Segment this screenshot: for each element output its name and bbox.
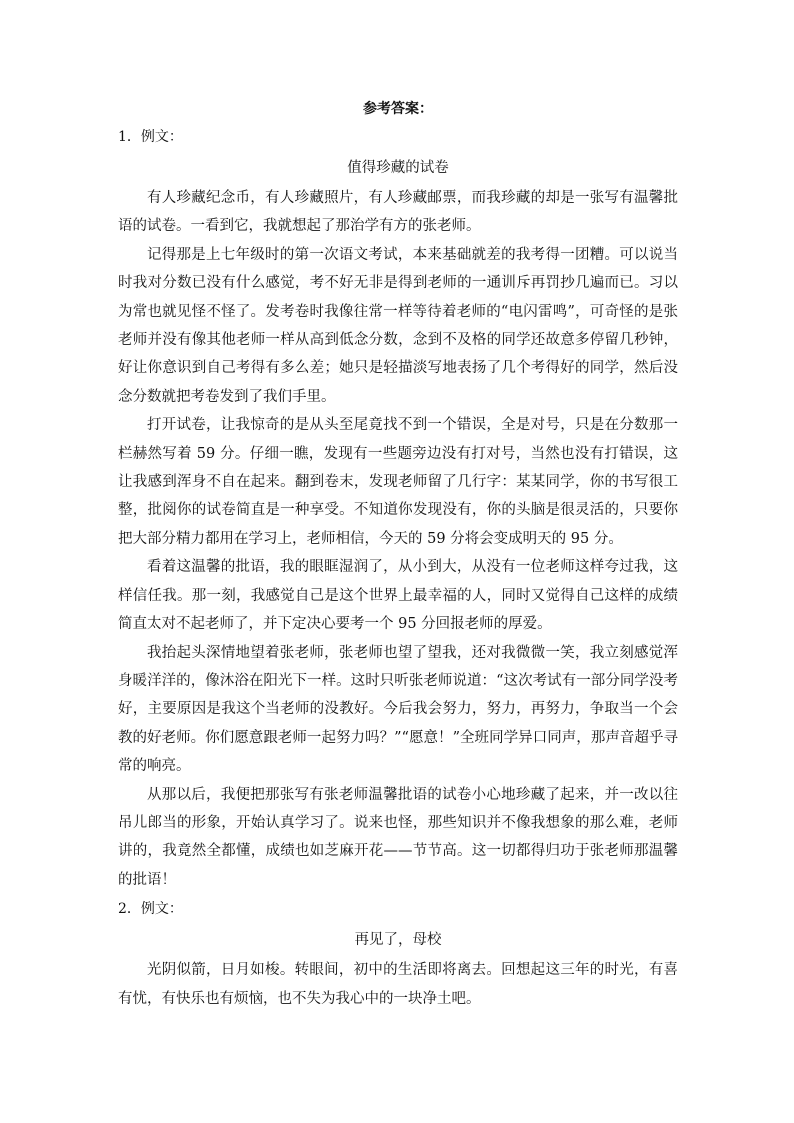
essay-1-paragraph-4: 看着这温馨的批语，我的眼眶湿润了，从小到大，从没有一位老师这样夸过我，这样信任我。那一刻，我感觉自己是这个世界上最幸福的人，同时又觉得自己这样的成绩简直太对不起老师了，并下定决心要考一个 95 分回报老师的厚爱。 [118, 559, 678, 633]
essay-2-title: 再见了，母校 [354, 932, 442, 949]
essay-1-paragraph-3: 打开试卷，让我惊奇的是从头至尾竟找不到一个错误，全是对号，只是在分数那一栏赫然写着 59 分。仔细一瞧，发现有一些题旁边没有打对号，当然也没有打错误，这让我感到浑身不自在起来。翻到卷末，发现老师留了几行字：某某同学，你的书写很工整，批阅你的试卷简直是一种享受。不知道你发现没有，你的头脑是很灵活的，只要你把大部分精力都用在学习上，老师相信，今天的 59 分将会变成明天的 95 分。 [118, 417, 678, 547]
essay-1-paragraph-2: 记得那是上七年级时的第一次语文考试，本来基础就差的我考得一团糟。可以说当时我对分数已没有什么感觉，考不好无非是得到老师的一通训斥再罚抄几遍而已。习以为常也就见怪不怪了。发考卷时我像往常一样等待着老师的“电闪雷鸣”，可奇怪的是张老师并没有像其他老师一样从高到低念分数，念到不及格的同学还故意多停留几秒钟，好让你意识到自己考得有多么差；她只是轻描淡写地表扬了几个考得好的同学，然后没念分数就把考卷发到了我们手里。 [118, 246, 678, 405]
essay-1 [118, 122, 678, 894]
essay-2-paragraph-1: 光阴似箭，日月如梭。转眼间，初中的生活即将离去。回想起这三年的时光，有喜有忧，有快乐也有烦恼，也不失为我心中的一块净土吧。 [118, 962, 678, 1007]
answer-page [118, 96, 678, 1013]
answer-1-label: 1．例文： [118, 129, 183, 145]
page-heading: 参考答案： [363, 101, 433, 117]
essay-1-paragraph-1: 有人珍藏纪念币，有人珍藏照片，有人珍藏邮票，而我珍藏的却是一张写有温馨批语的试卷。一看到它，我就想起了那治学有方的张老师。 [118, 190, 678, 235]
essay-1-title: 值得珍藏的试卷 [347, 160, 449, 176]
answer-2-label: 2．例文： [118, 901, 183, 918]
essay-2 [118, 894, 678, 1013]
essay-1-paragraph-6: 从那以后，我便把那张写有张老师温馨批语的试卷小心地珍藏了起来，并一改以往吊儿郎当的形象，开始认真学习了。说来也怪，那些知识并不像我想象的那么难，老师讲的，我竟然全都懂，成绩也如芝麻开花——节节高。这一切都得归功于张老师那温馨的批语！ [118, 786, 678, 888]
essay-1-paragraph-5: 我抬起头深情地望着张老师，张老师也望了望我，还对我微微一笑，我立刻感觉浑身暖洋洋的，像沐浴在阳光下一样。这时只听张老师说道：“这次考试有一部分同学没考好，主要原因是我这个当老师的没教好。今后我会努力，努力，再努力，争取当一个会教的好老师。你们愿意跟老师一起努力吗？”“愿意！”全班同学异口同声，那声音超乎寻常的响亮。 [118, 644, 678, 775]
